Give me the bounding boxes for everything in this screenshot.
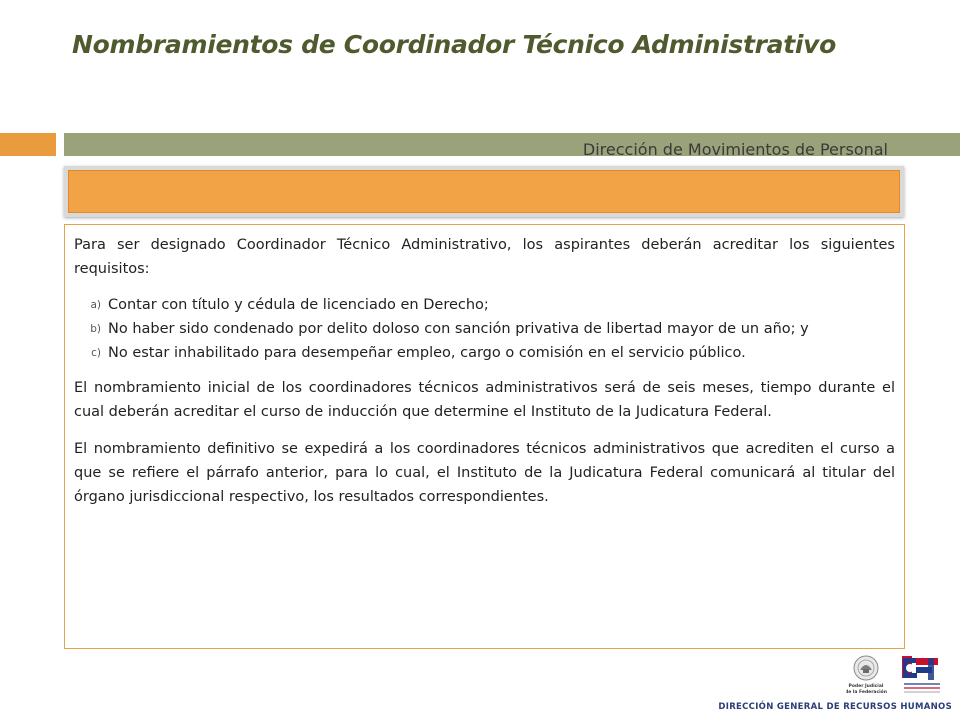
footer-text: DIRECCIÓN GENERAL DE RECURSOS HUMANOS (718, 702, 952, 712)
banner (68, 170, 900, 213)
list-item-text: Contar con título y cédula de licenciado en Derecho; (108, 297, 489, 313)
logos (846, 654, 946, 700)
list-item (74, 293, 895, 317)
cjf-logo-icon (902, 656, 940, 692)
svg-text:de la Federación: de la Federación (846, 690, 887, 695)
requirements-list (74, 293, 895, 365)
list-item (74, 317, 895, 341)
paragraph-definitive-appointment: El nombramiento definitivo se expedirá a los coordinadores técnicos administrativos que acrediten el curso a que se refiere el párrafo anterior, para lo cual, el Instituto de la Judicatura Federal comunicará al titular del órgano jurisdiccional respectivo, los resultados correspondientes. (74, 441, 895, 505)
accent-bar (0, 133, 56, 156)
list-marker: a) (90, 299, 101, 311)
logos-graphic (846, 654, 946, 700)
page-subtitle: Dirección de Movimientos de Personal (582, 140, 888, 159)
list-marker: c) (91, 347, 101, 359)
judicial-seal-icon (846, 656, 887, 695)
paragraph-initial-appointment: El nombramiento inicial de los coordinadores técnicos administrativos será de seis meses, tiempo durante el cual deberán acreditar el curso de inducción que determine el Instituto de la Judicatura Federal. (74, 380, 895, 420)
page-title: Nombramientos de Coordinador Técnico Administrativo (72, 30, 836, 59)
banner-frame (64, 166, 904, 217)
list-item (74, 341, 895, 365)
list-item-text: No haber sido condenado por delito doloso con sanción privativa de libertad mayor de un año; y (108, 321, 809, 337)
intro-paragraph: Para ser designado Coordinador Técnico Administrativo, los aspirantes deberán acreditar los siguientes requisitos: (74, 237, 895, 277)
svg-text:Poder Judicial: Poder Judicial (848, 684, 884, 689)
list-item-text: No estar inhabilitado para desempeñar empleo, cargo o comisión en el servicio público. (108, 345, 746, 361)
list-marker: b) (90, 323, 101, 335)
content-box (64, 224, 905, 649)
